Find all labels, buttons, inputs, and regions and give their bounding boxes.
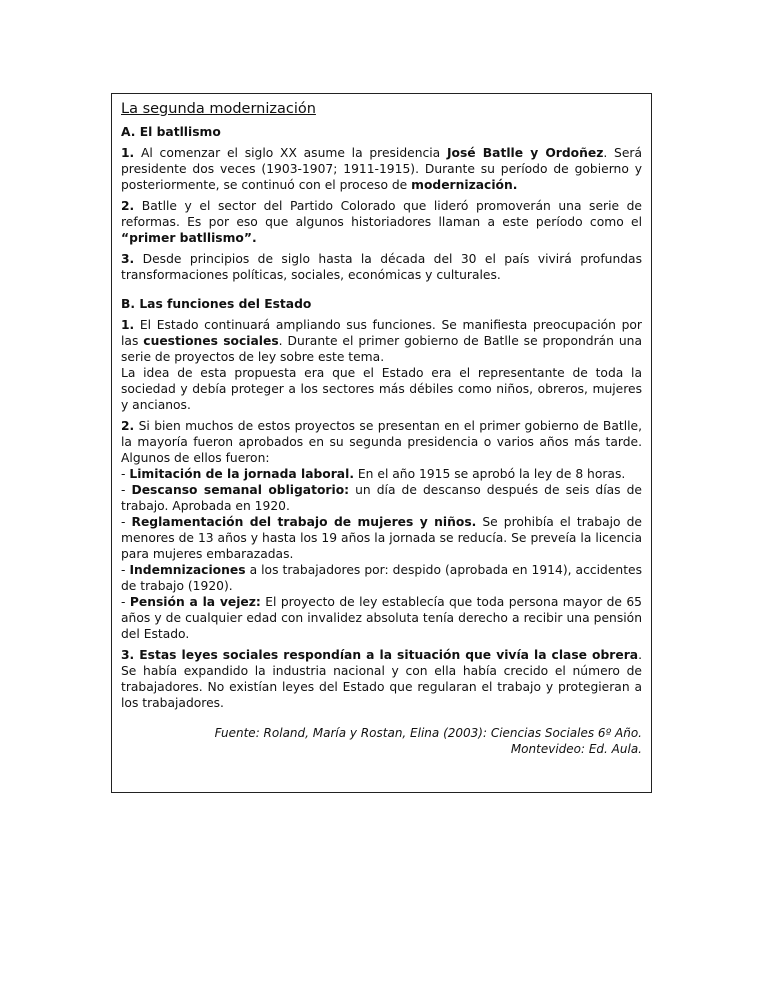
paragraph-a2 [121,198,642,246]
paragraph-b1-continued: La idea de esta propuesta era que el Estado era el representante de toda la sociedad y debía proteger a los sectores más débiles como niños, obreros, mujeres y ancianos. [121,366,642,412]
paragraph-text: . Durante el primer gobierno de Batlle se propondrán una serie de proyectos de ley sobre este tema. [121,334,642,364]
bold-text: “primer batllismo”. [121,231,257,245]
paragraph-a3 [121,251,642,283]
list-item [121,482,642,514]
paragraph-number: 2. [121,199,135,213]
bold-text: José Batlle y Ordoñez [446,146,604,160]
item-text: un día de descanso después de seis días de trabajo. Aprobada en 1920. [121,483,642,513]
item-text: El proyecto de ley establecía que toda persona mayor de 65 años y de cualquier edad con invalidez absoluta tenía derecho a recibir una pensión del Estado. [121,595,643,641]
item-text: Se prohibía el trabajo de menores de 13 años y hasta los 19 años la jornada se reducía. Se preveía la licencia para mujeres embarazadas. [121,515,642,561]
bold-text: 3. Estas leyes sociales respondían a la situación que vivía la clase obrera [121,648,639,662]
dash: - [121,515,132,529]
item-text: a los trabajadores por: despido (aprobada en 1914), accidentes de trabajo (1920). [121,563,642,593]
section-b-heading: B. Las funciones del Estado [121,297,312,311]
paragraph-b2 [121,418,642,466]
bold-text: Descanso semanal obligatorio: [131,483,350,497]
list-item [121,466,642,482]
bold-text: Indemnizaciones [129,563,246,577]
item-text: En el año 1915 se aprobó la ley de 8 horas. [354,467,626,481]
dash: - [121,467,130,481]
bold-text: cuestiones sociales [143,334,279,348]
bold-text: modernización. [411,178,518,192]
paragraph-text: . Se había expandido la industria nacional y con ella había crecido el número de trabajadores. No existían leyes del Estado que regularan el trabajo y protegieran a los trabajadores. [121,648,642,710]
bold-text: Limitación de la jornada laboral. [129,467,354,481]
paragraph-text: Desde principios de siglo hasta la década del 30 el país vivirá profundas transformaciones políticas, sociales, económicas y culturales. [121,252,642,282]
page-title: La segunda modernización [121,101,316,117]
paragraph-b1 [121,317,642,365]
paragraph-text: . Será presidente dos veces (1903-1907; 1911-1915). Durante su período de gobierno y posteriormente, se continuó con el proceso de [121,146,642,192]
paragraph-number: 1. [121,146,135,160]
bold-text: Reglamentación del trabajo de mujeres y niños. [131,515,477,529]
source-line: Fuente: Roland, María y Rostan, Elina (2003): Ciencias Sociales 6º Año. [214,726,642,740]
paragraph-number: 1. [121,318,135,332]
dash: - [121,563,130,577]
paragraph-text: Batlle y el sector del Partido Colorado que lideró promoverán una serie de reformas. Es por eso que algunos historiadores llaman a este período como el [121,199,642,229]
paragraph-b3 [121,647,642,711]
paragraph-number: 3. [121,252,135,266]
list-item [121,562,642,594]
document-box [111,93,652,793]
source-citation [121,725,642,757]
dash: - [121,483,132,497]
paragraph-a1 [121,145,642,193]
dash: - [121,595,130,609]
paragraph-text: Si bien muchos de estos proyectos se presentan en el primer gobierno de Batlle, la mayoría fueron aprobados en su segunda presidencia o varios años más tarde. Algunos de ellos fueron: [121,419,642,465]
list-item [121,594,642,642]
paragraph-number: 2. [121,419,135,433]
paragraph-text: El Estado continuará ampliando sus funciones. Se manifiesta preocupación por las [121,318,642,348]
list-item [121,514,642,562]
bold-text: Pensión a la vejez: [129,595,261,609]
source-line: Montevideo: Ed. Aula. [510,742,642,756]
section-a-heading: A. El batllismo [121,125,221,139]
paragraph-text: Al comenzar el siglo XX asume la presidencia [134,146,447,160]
